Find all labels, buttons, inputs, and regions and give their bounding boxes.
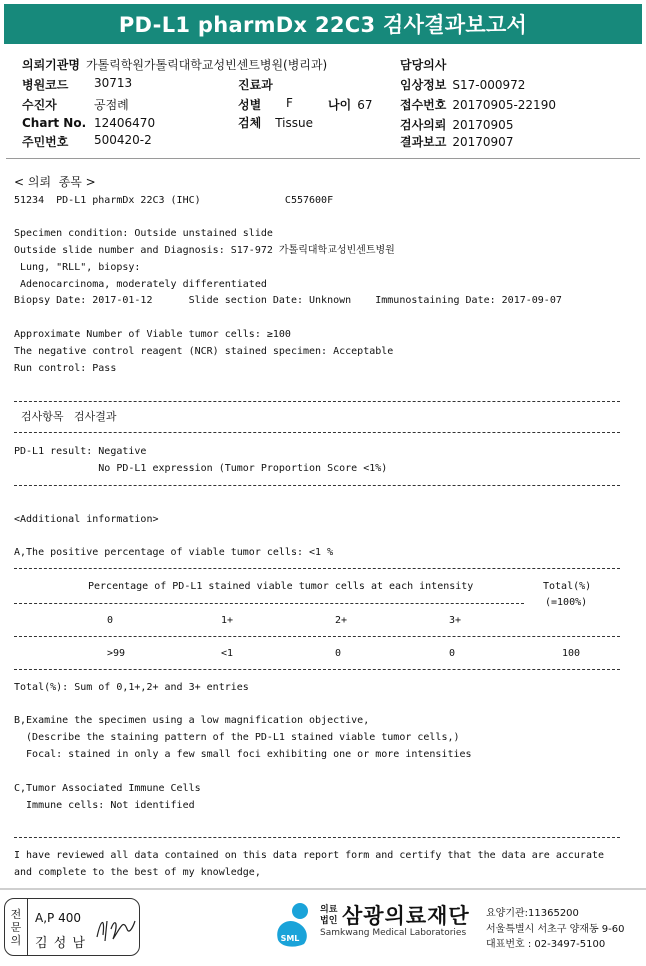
value-1: <1 — [221, 648, 234, 659]
sex-value: F — [286, 96, 293, 110]
address: 서울특별시 서초구 양재동 9-60 — [486, 924, 625, 935]
value-2: 0 — [335, 648, 342, 659]
chart-row: Chart No. 12406470 — [22, 116, 156, 130]
logo-figure-icon — [270, 900, 316, 948]
institution-label: 의뢰기관명 — [22, 58, 80, 72]
clinical-row: 임상정보 S17-000972 — [400, 78, 526, 92]
result-heading: 검사항목 검사결과 — [14, 410, 117, 423]
report-title: PD-L1 pharmDx 22C3 검사결과보고서 — [4, 4, 642, 44]
section-b-2: (Describe the staining pattern of the PD-L1 stained viable tumor cells,) — [14, 732, 460, 743]
signature-code: A,P 400 — [35, 911, 81, 925]
footer-divider — [0, 888, 646, 890]
specimen-condition: Specimen condition: Outside unstained slide — [14, 228, 273, 239]
section-c-2: Immune cells: Not identified — [14, 800, 195, 811]
outside-diagnosis: Outside slide number and Diagnosis: S17-972 가톨릭대학교성빈센트병원 — [14, 245, 395, 256]
total-subheader: (=100%) — [545, 597, 588, 608]
age-value: 67 — [357, 98, 373, 112]
value-0: >99 — [107, 648, 126, 659]
institution-value: 가톨릭학원가톨릭대학교성빈센트병원(병리과) — [85, 58, 328, 72]
run-control: Run control: Pass — [14, 363, 117, 374]
pd-l1-result: PD-L1 result: Negative — [14, 446, 147, 457]
signature-name: 김 성 남 — [35, 936, 86, 951]
institution-code: 요양기관:11365200 — [486, 908, 579, 919]
request-row: 검사의뢰 20170905 — [400, 118, 514, 132]
signature-side-label: 전 문 의 — [5, 899, 28, 955]
report-date-value: 20170907 — [452, 135, 514, 149]
intensity-3: 3+ — [449, 615, 462, 626]
logo-name: 삼광의료재단 — [342, 904, 470, 928]
divider — [14, 401, 620, 402]
chart-value: 12406470 — [94, 116, 156, 130]
phone: 대표번호 : 02-3497-5100 — [486, 939, 606, 950]
institution-row — [22, 56, 327, 73]
table-top-rule — [14, 568, 620, 569]
dates-line: Biopsy Date: 2017-01-12 Slide section Date: Unknown Immunostaining Date: 2017-09-07 — [14, 295, 562, 306]
certification-line-2: and complete to the best of my knowledge, — [14, 867, 261, 878]
age-row: 나이 67 — [328, 98, 373, 112]
hospital-code-value: 30713 — [94, 76, 133, 90]
total-note: Total(%): Sum of 0,1+,2+ and 3+ entries — [14, 682, 249, 693]
certification-line-1: I have reviewed all data contained on this data report form and certify that the data are accurate — [14, 850, 605, 861]
rrn-value: 500420-2 — [94, 133, 152, 147]
logo-small-text: 의료 법인 — [320, 905, 338, 926]
divider — [14, 837, 620, 838]
signature-box — [4, 898, 140, 956]
specimen-row: 검체 Tissue — [238, 116, 313, 130]
section-b-3: Focal: stained in only a few small foci exhibiting one or more intensities — [14, 749, 472, 760]
section-b-1: B,Examine the specimen using a low magnification objective, — [14, 715, 370, 726]
collector-row: 수진자 공점례 — [22, 98, 129, 112]
request-heading: < 의뢰 종목 > — [14, 175, 96, 189]
logo-sml-text: SML — [280, 934, 300, 943]
section-c-1: C,Tumor Associated Immune Cells — [14, 783, 201, 794]
table-bottom-rule — [14, 669, 620, 670]
doctor-label: 담당의사 — [400, 58, 447, 72]
request-line: 51234 PD-L1 pharmDx 22C3 (IHC) C557600F — [14, 195, 334, 206]
tps-line: No PD-L1 expression (Tumor Proportion Score <1%) — [14, 463, 388, 474]
ncr-line: The negative control reagent (NCR) stained specimen: Acceptable — [14, 346, 394, 357]
table-subrule — [14, 603, 524, 604]
hospital-code-row: 병원코드 30713 — [22, 76, 133, 92]
additional-info-heading: <Additional information> — [14, 514, 159, 525]
handwritten-signature — [93, 909, 137, 949]
clinical-value: S17-000972 — [452, 78, 526, 92]
logo-english-name: Samkwang Medical Laboratories — [320, 928, 467, 938]
total-value: 100 — [562, 648, 581, 659]
diagnosis-site: Lung, "RLL", biopsy: — [14, 262, 141, 273]
specimen-value: Tissue — [275, 116, 313, 130]
value-3: 0 — [449, 648, 456, 659]
report-date-row: 결과보고 20170907 — [400, 135, 514, 149]
intensity-0: 0 — [107, 615, 114, 626]
diagnosis-text: Adenocarcinoma, moderately differentiated — [14, 279, 267, 290]
table-header: Percentage of PD-L1 stained viable tumor cells at each intensity — [88, 581, 474, 592]
table-mid-rule — [14, 636, 620, 637]
intensity-1: 1+ — [221, 615, 234, 626]
header-divider — [6, 158, 640, 159]
divider — [14, 432, 620, 433]
collector-value: 공점례 — [94, 98, 129, 112]
rrn-row: 주민번호 500420-2 — [22, 133, 152, 149]
divider — [14, 485, 620, 486]
total-header: Total(%) — [543, 581, 592, 592]
section-a: A,The positive percentage of viable tumor cells: <1 % — [14, 547, 334, 558]
receipt-value: 20170905-22190 — [452, 98, 556, 112]
receipt-row: 접수번호 20170905-22190 — [400, 98, 556, 112]
dept-label: 진료과 — [238, 78, 273, 92]
viable-cells: Approximate Number of Viable tumor cells: ≥100 — [14, 329, 291, 340]
intensity-2: 2+ — [335, 615, 348, 626]
sex-row: 성별 F — [238, 96, 293, 112]
request-value: 20170905 — [452, 118, 514, 132]
